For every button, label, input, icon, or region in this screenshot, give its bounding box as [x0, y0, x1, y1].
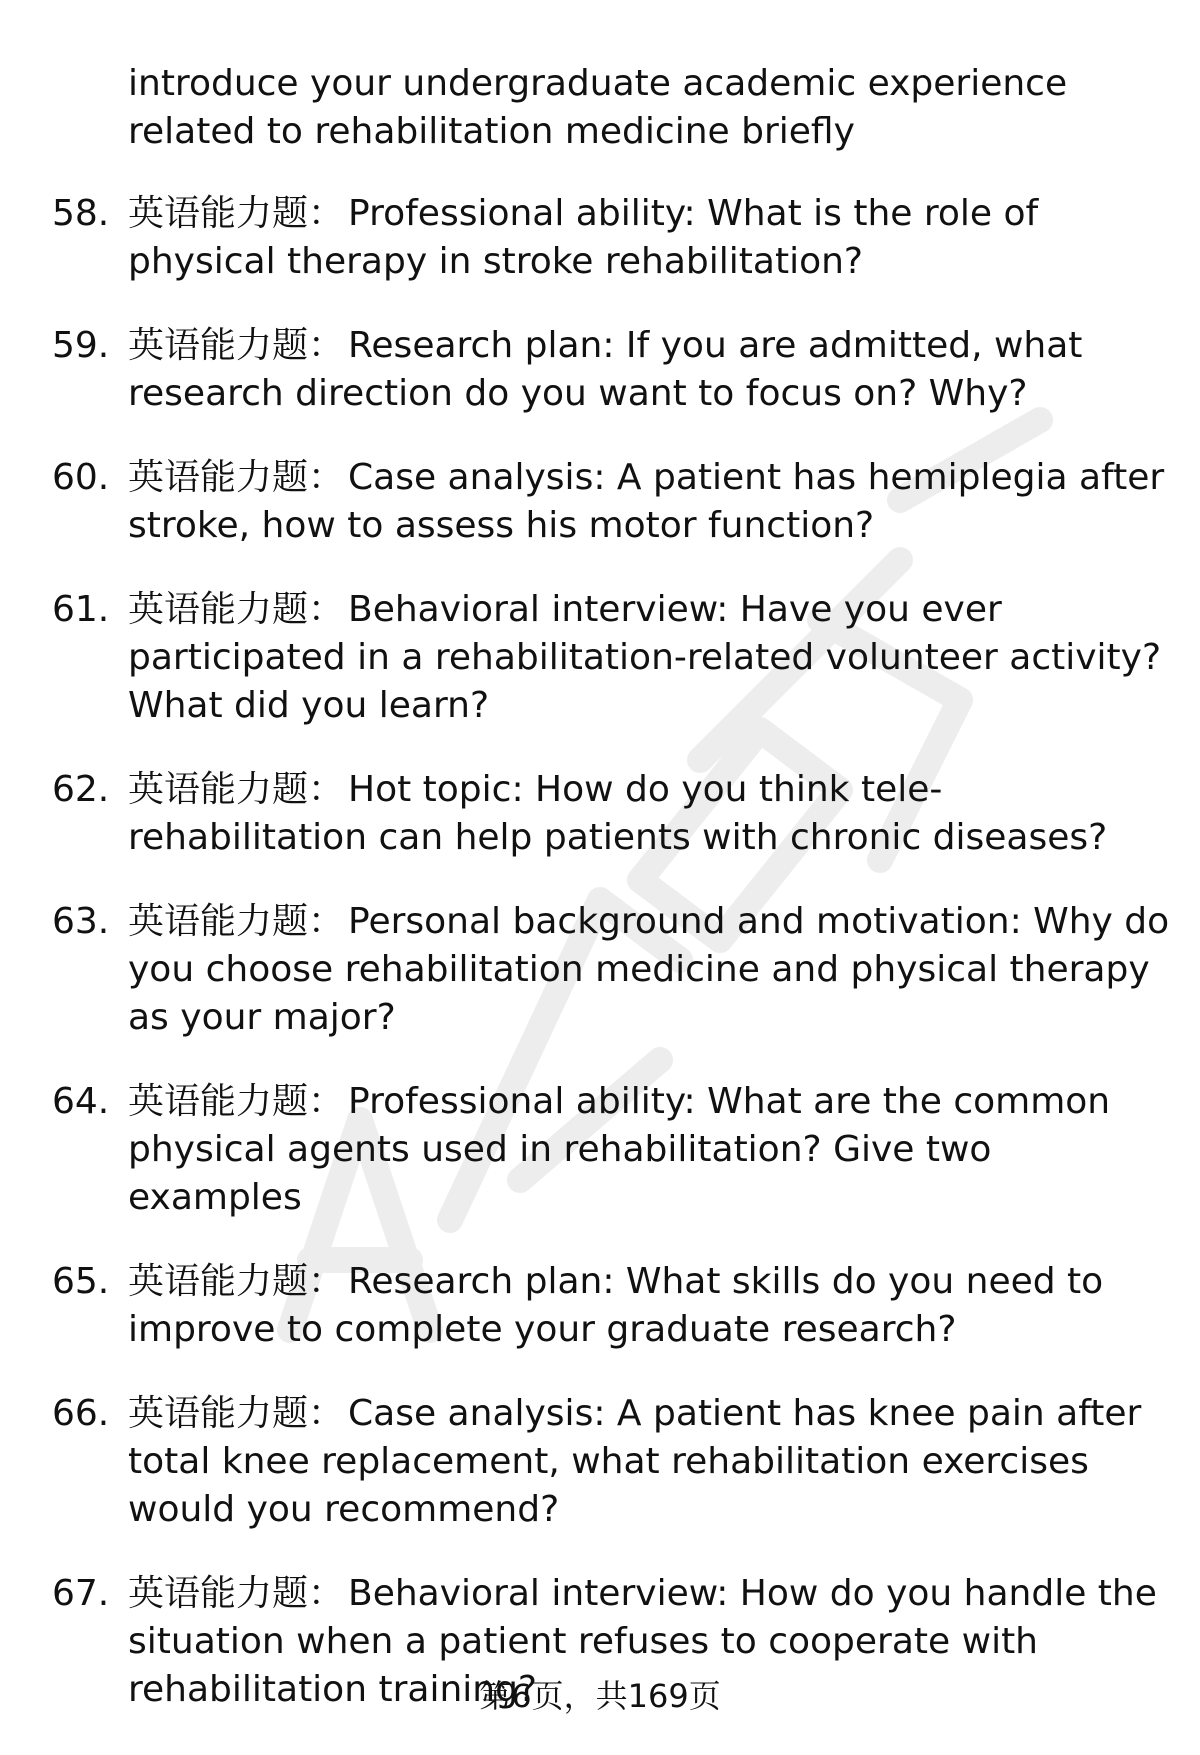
- question-tag: 英语能力题：: [128, 769, 345, 810]
- question-text: Professional ability: What is the role of physical therapy in stroke rehabilitation?: [128, 193, 1039, 282]
- question-text: Behavioral interview: Have you ever participated in a rehabilitation-related volunteer activity? What did you learn?: [128, 589, 1162, 726]
- list-item: [0, 1390, 1200, 1534]
- question-number: 62.: [52, 769, 110, 810]
- list-item: [0, 1078, 1200, 1222]
- question-tag: 英语能力题：: [128, 193, 345, 234]
- page-number-footer: 第6页，共169页: [479, 1677, 721, 1715]
- continuation-text: introduce your undergraduate academic experience related to rehabilitation medicine briefly: [128, 63, 1068, 152]
- question-tag: 英语能力题：: [128, 457, 345, 498]
- list-item: [0, 190, 1200, 286]
- list-item: [0, 766, 1200, 862]
- question-tag: 英语能力题：: [128, 1573, 345, 1614]
- question-tag: 英语能力题：: [128, 1261, 345, 1302]
- question-text: Research plan: What skills do you need to improve to complete your graduate research?: [128, 1261, 1104, 1350]
- question-text: Research plan: If you are admitted, what research direction do you want to focus on? Why?: [128, 325, 1083, 414]
- question-number: 59.: [52, 325, 110, 366]
- question-tag: 英语能力题：: [128, 589, 345, 630]
- question-tag: 英语能力题：: [128, 901, 345, 942]
- question-text: Personal background and motivation: Why do you choose rehabilitation medicine and physical therapy as your major?: [128, 901, 1170, 1038]
- question-number: 61.: [52, 589, 110, 630]
- list-item: [0, 454, 1200, 550]
- list-item: [0, 586, 1200, 730]
- question-text: Hot topic: How do you think tele-rehabilitation can help patients with chronic diseases?: [128, 769, 1108, 858]
- list-item: [0, 898, 1200, 1042]
- question-text: Professional ability: What are the common physical agents used in rehabilitation? Give two examples: [128, 1081, 1111, 1218]
- question-number: 66.: [52, 1393, 110, 1434]
- question-list: [0, 190, 1200, 1750]
- question-text: Behavioral interview: How do you handle the situation when a patient refuses to cooperate with rehabilitation training?: [128, 1573, 1157, 1710]
- question-number: 64.: [52, 1081, 110, 1122]
- question-text: Case analysis: A patient has hemiplegia after stroke, how to assess his motor function?: [128, 457, 1165, 546]
- list-item: [0, 322, 1200, 418]
- question-tag: 英语能力题：: [128, 325, 345, 366]
- question-number: 60.: [52, 457, 110, 498]
- question-number: 67.: [52, 1573, 110, 1614]
- question-tag: 英语能力题：: [128, 1081, 345, 1122]
- question-number: 58.: [52, 193, 110, 234]
- question-tag: 英语能力题：: [128, 1393, 345, 1434]
- question-number: 65.: [52, 1261, 110, 1302]
- list-item: [0, 1258, 1200, 1354]
- question-text: Case analysis: A patient has knee pain after total knee replacement, what rehabilitation exercises would you recommend?: [128, 1393, 1142, 1530]
- question-number: 63.: [52, 901, 110, 942]
